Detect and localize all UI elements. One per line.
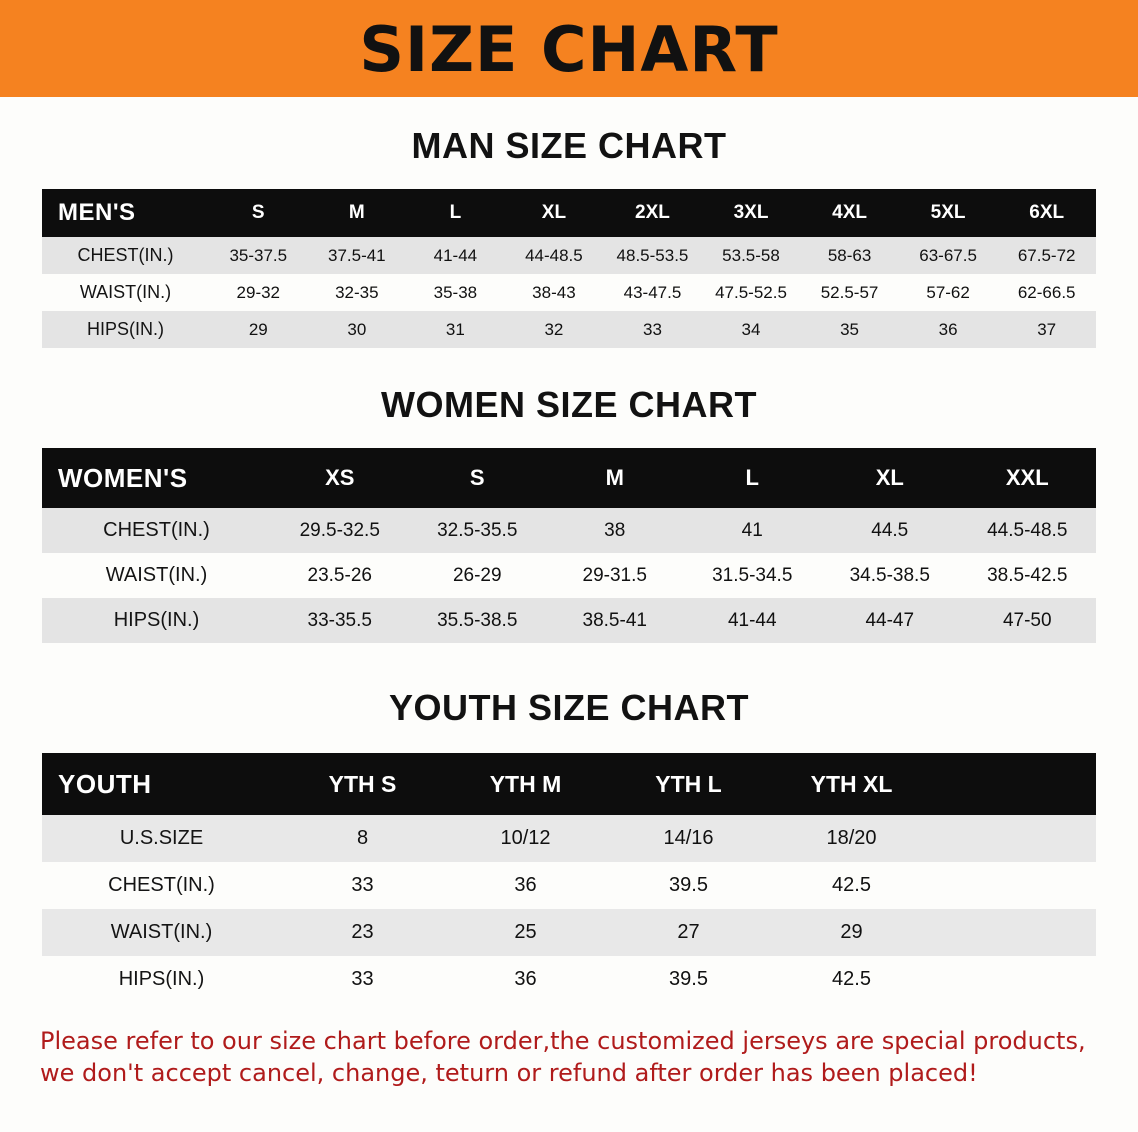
youth-cell-2-2: 27 — [607, 909, 770, 956]
women-cell-2-2: 38.5-41 — [546, 598, 684, 643]
women-cell-1-5: 38.5-42.5 — [959, 553, 1097, 598]
men-cell-0-7: 63-67.5 — [899, 237, 998, 274]
table-row — [42, 508, 1096, 553]
women-table-wrap — [42, 448, 1096, 643]
youth-cell-1-2: 39.5 — [607, 862, 770, 909]
women-cell-2-1: 35.5-38.5 — [409, 598, 547, 643]
table-row — [42, 274, 1096, 311]
men-cell-1-7: 57-62 — [899, 274, 998, 311]
youth-cell-3-1: 36 — [444, 956, 607, 1003]
men-cell-0-6: 58-63 — [800, 237, 899, 274]
youth-cell-2-spacer — [933, 909, 1096, 956]
men-cell-1-5: 47.5-52.5 — [702, 274, 801, 311]
men-cell-1-0: 29-32 — [209, 274, 308, 311]
women-col-0: XS — [271, 448, 409, 508]
men-col-5: 3XL — [702, 189, 801, 237]
men-cell-2-4: 33 — [603, 311, 702, 348]
table-row — [42, 909, 1096, 956]
page-title: SIZE CHART — [359, 12, 779, 86]
disclaimer-note — [40, 1025, 1098, 1090]
women-row-1-label: WAIST(IN.) — [42, 553, 271, 598]
men-cell-1-4: 43-47.5 — [603, 274, 702, 311]
women-cell-1-0: 23.5-26 — [271, 553, 409, 598]
men-col-4: 2XL — [603, 189, 702, 237]
youth-col-2: YTH L — [607, 753, 770, 815]
youth-section-title: YOUTH SIZE CHART — [388, 687, 749, 728]
men-row-0-label: CHEST(IN.) — [42, 237, 209, 274]
men-cell-2-0: 29 — [209, 311, 308, 348]
table-row — [42, 311, 1096, 348]
men-cell-0-4: 48.5-53.5 — [603, 237, 702, 274]
youth-cell-0-3: 18/20 — [770, 815, 933, 862]
header-banner — [0, 0, 1138, 97]
women-cell-0-4: 44.5 — [821, 508, 959, 553]
youth-row-0-label: U.S.SIZE — [42, 815, 281, 862]
youth-cell-3-spacer — [933, 956, 1096, 1003]
men-col-6: 4XL — [800, 189, 899, 237]
youth-table-wrap — [42, 753, 1096, 1003]
men-cell-0-0: 35-37.5 — [209, 237, 308, 274]
men-cell-1-8: 62-66.5 — [997, 274, 1096, 311]
men-cell-0-2: 41-44 — [406, 237, 505, 274]
men-cell-1-2: 35-38 — [406, 274, 505, 311]
women-cell-0-0: 29.5-32.5 — [271, 508, 409, 553]
women-cell-2-4: 44-47 — [821, 598, 959, 643]
women-cell-1-4: 34.5-38.5 — [821, 553, 959, 598]
table-row — [42, 237, 1096, 274]
youth-row-3-label: HIPS(IN.) — [42, 956, 281, 1003]
women-col-5: XXL — [959, 448, 1097, 508]
women-col-3: L — [684, 448, 822, 508]
youth-size-table — [42, 753, 1096, 1003]
men-cell-0-3: 44-48.5 — [505, 237, 604, 274]
youth-col-3: YTH XL — [770, 753, 933, 815]
youth-cell-1-1: 36 — [444, 862, 607, 909]
youth-col-0: YTH S — [281, 753, 444, 815]
men-col-2: L — [406, 189, 505, 237]
women-col-1: S — [409, 448, 547, 508]
men-row-1-label: WAIST(IN.) — [42, 274, 209, 311]
women-row-0-label: CHEST(IN.) — [42, 508, 271, 553]
men-cell-2-3: 32 — [505, 311, 604, 348]
men-col-3: XL — [505, 189, 604, 237]
man-size-table — [42, 189, 1096, 348]
women-cell-1-2: 29-31.5 — [546, 553, 684, 598]
youth-cell-1-3: 42.5 — [770, 862, 933, 909]
man-section-title: MAN SIZE CHART — [411, 125, 727, 166]
disclaimer-line-2: we don't accept cancel, change, teturn or refund after order has been placed! — [40, 1059, 978, 1088]
youth-cell-2-1: 25 — [444, 909, 607, 956]
youth-cell-2-0: 23 — [281, 909, 444, 956]
youth-cell-1-spacer — [933, 862, 1096, 909]
men-col-0: S — [209, 189, 308, 237]
women-cell-0-5: 44.5-48.5 — [959, 508, 1097, 553]
youth-cell-0-spacer — [933, 815, 1096, 862]
youth-cell-0-0: 8 — [281, 815, 444, 862]
table-row — [42, 553, 1096, 598]
youth-cell-3-3: 42.5 — [770, 956, 933, 1003]
women-corner-label: WOMEN'S — [42, 448, 271, 508]
youth-cell-2-3: 29 — [770, 909, 933, 956]
youth-corner-label: YOUTH — [42, 753, 281, 815]
men-col-7: 5XL — [899, 189, 998, 237]
man-table-wrap — [42, 189, 1096, 348]
men-cell-2-1: 30 — [308, 311, 407, 348]
women-cell-1-3: 31.5-34.5 — [684, 553, 822, 598]
men-cell-2-7: 36 — [899, 311, 998, 348]
table-row — [42, 862, 1096, 909]
men-col-8: 6XL — [997, 189, 1096, 237]
men-col-1: M — [308, 189, 407, 237]
women-cell-0-3: 41 — [684, 508, 822, 553]
men-corner-label: MEN'S — [42, 189, 209, 237]
youth-cell-0-1: 10/12 — [444, 815, 607, 862]
women-col-4: XL — [821, 448, 959, 508]
table-header-row — [42, 189, 1096, 237]
women-cell-2-0: 33-35.5 — [271, 598, 409, 643]
women-cell-2-3: 41-44 — [684, 598, 822, 643]
men-row-2-label: HIPS(IN.) — [42, 311, 209, 348]
youth-cell-0-2: 14/16 — [607, 815, 770, 862]
youth-row-2-label: WAIST(IN.) — [42, 909, 281, 956]
women-size-table — [42, 448, 1096, 643]
women-cell-1-1: 26-29 — [409, 553, 547, 598]
women-section-title: WOMEN SIZE CHART — [381, 384, 757, 425]
women-cell-0-1: 32.5-35.5 — [409, 508, 547, 553]
youth-col-1: YTH M — [444, 753, 607, 815]
men-cell-1-1: 32-35 — [308, 274, 407, 311]
table-row — [42, 956, 1096, 1003]
men-cell-0-8: 67.5-72 — [997, 237, 1096, 274]
table-header-row — [42, 753, 1096, 815]
women-col-2: M — [546, 448, 684, 508]
disclaimer-line-1: Please refer to our size chart before order,the customized jerseys are special products, — [40, 1027, 1086, 1055]
men-cell-0-5: 53.5-58 — [702, 237, 801, 274]
youth-cell-3-0: 33 — [281, 956, 444, 1003]
men-cell-2-6: 35 — [800, 311, 899, 348]
youth-row-1-label: CHEST(IN.) — [42, 862, 281, 909]
youth-col-spacer — [933, 753, 1096, 815]
women-cell-2-5: 47-50 — [959, 598, 1097, 643]
table-row — [42, 815, 1096, 862]
women-cell-0-2: 38 — [546, 508, 684, 553]
youth-cell-3-2: 39.5 — [607, 956, 770, 1003]
men-cell-2-8: 37 — [997, 311, 1096, 348]
men-cell-2-2: 31 — [406, 311, 505, 348]
women-row-2-label: HIPS(IN.) — [42, 598, 271, 643]
men-cell-1-6: 52.5-57 — [800, 274, 899, 311]
men-cell-2-5: 34 — [702, 311, 801, 348]
men-cell-1-3: 38-43 — [505, 274, 604, 311]
youth-cell-1-0: 33 — [281, 862, 444, 909]
men-cell-0-1: 37.5-41 — [308, 237, 407, 274]
table-header-row — [42, 448, 1096, 508]
table-row — [42, 598, 1096, 643]
